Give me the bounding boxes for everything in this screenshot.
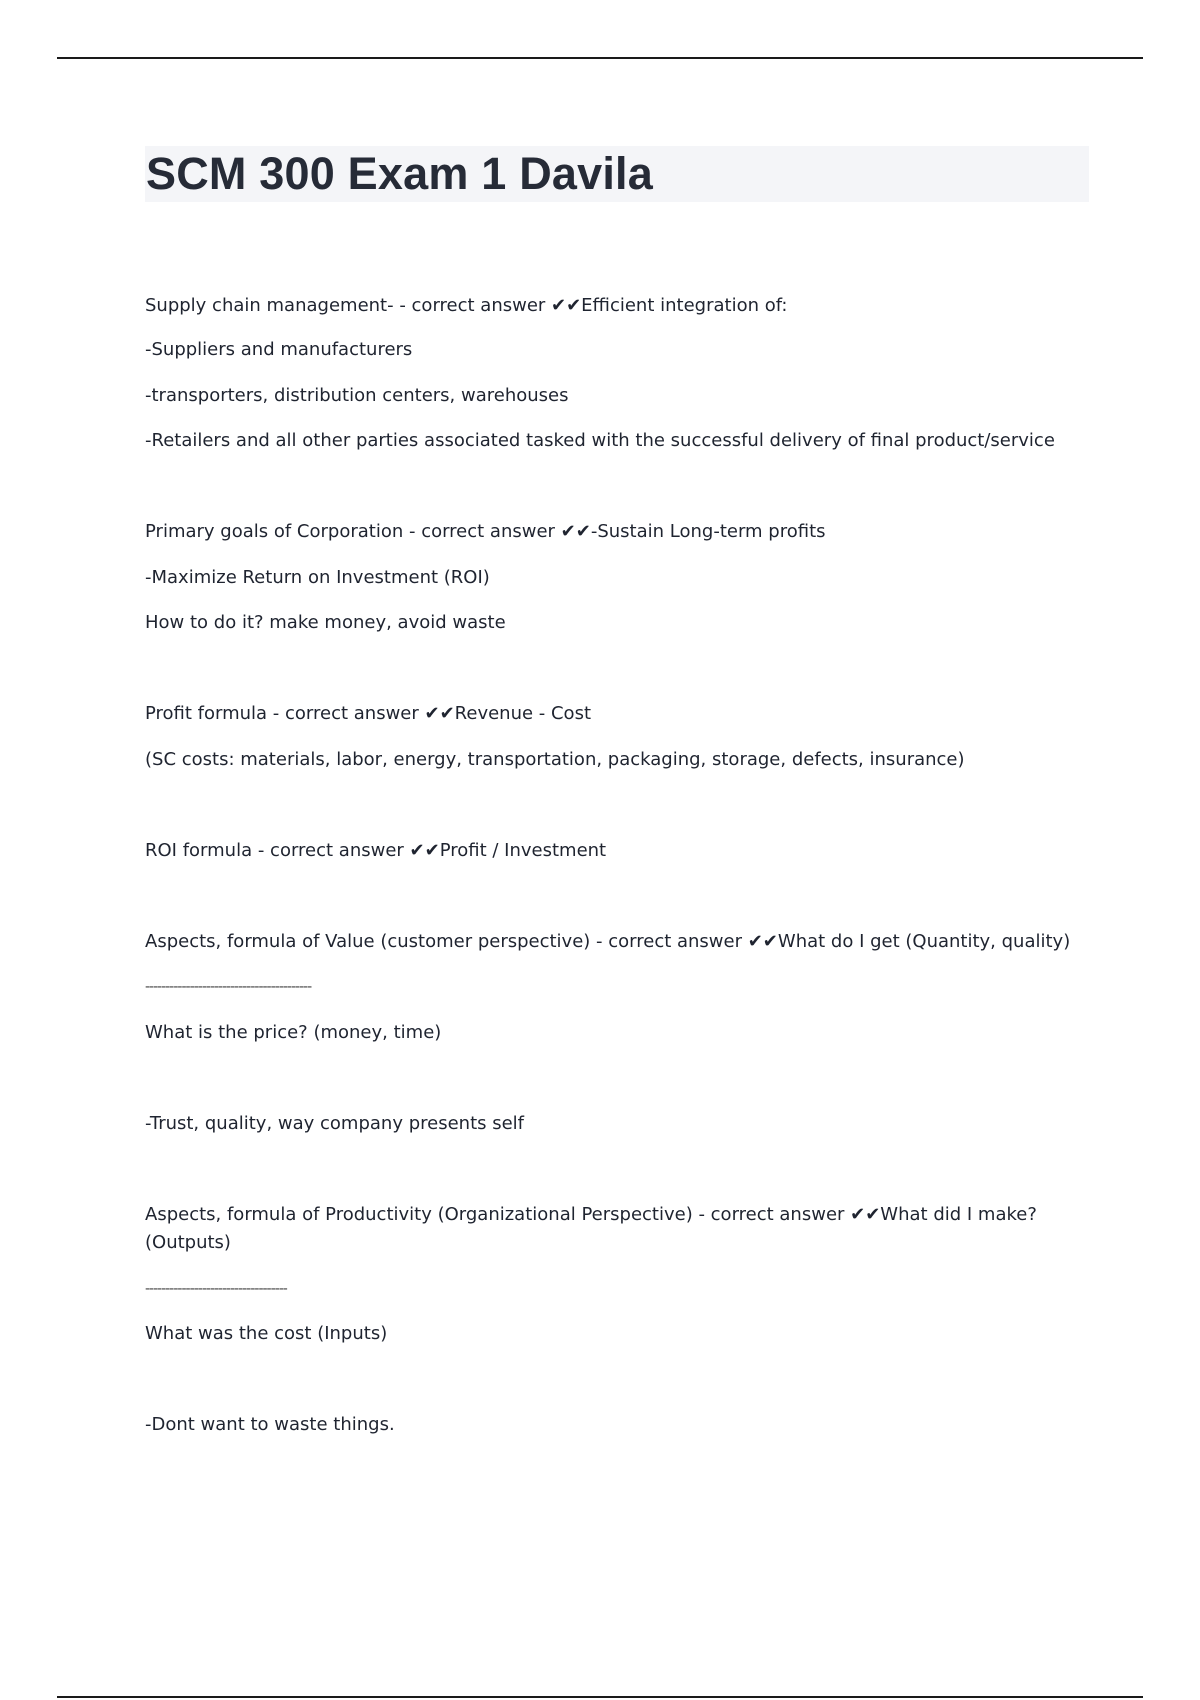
qa-answer-line: What is the price? (money, time) — [145, 1022, 442, 1043]
qa-answer-line: -Retailers and all other parties associated tasked with the successful delivery of final product/service — [145, 430, 1055, 451]
qa-question-line: Aspects, formula of Productivity (Organizational Perspective) - correct answer ✔✔What did I make? (Outputs) — [145, 1204, 1037, 1253]
qa-question-line: Aspects, formula of Value (customer perspective) - correct answer ✔✔What do I get (Quantity, quality) — [145, 931, 1071, 952]
bottom-rule — [57, 1696, 1143, 1698]
qa-answer-line: How to do it? make money, avoid waste — [145, 612, 506, 633]
document-title: SCM 300 Exam 1 Davila — [146, 148, 653, 199]
qa-question-line: Primary goals of Corporation - correct answer ✔✔-Sustain Long-term profits — [145, 521, 826, 542]
top-rule — [57, 57, 1143, 59]
qa-answer-line: -Maximize Return on Investment (ROI) — [145, 567, 490, 588]
qa-answer-line: -Dont want to waste things. — [145, 1414, 395, 1435]
separator-line: ----------------------------------- — [145, 1281, 287, 1297]
qa-answer-line: -transporters, distribution centers, warehouses — [145, 385, 569, 406]
qa-answer-line: -Trust, quality, way company presents self — [145, 1113, 525, 1134]
qa-answer-line: What was the cost (Inputs) — [145, 1323, 388, 1344]
qa-question-line: ROI formula - correct answer ✔✔Profit / Investment — [145, 840, 607, 861]
qa-answer-line: (SC costs: materials, labor, energy, transportation, packaging, storage, defects, insurance) — [145, 749, 965, 770]
qa-answer-line: -Suppliers and manufacturers — [145, 339, 413, 360]
qa-question-line: Supply chain management- - correct answer ✔✔Efficient integration of: — [145, 295, 788, 316]
separator-line: ----------------------------------------- — [145, 979, 312, 995]
qa-question-line: Profit formula - correct answer ✔✔Revenue - Cost — [145, 703, 592, 724]
